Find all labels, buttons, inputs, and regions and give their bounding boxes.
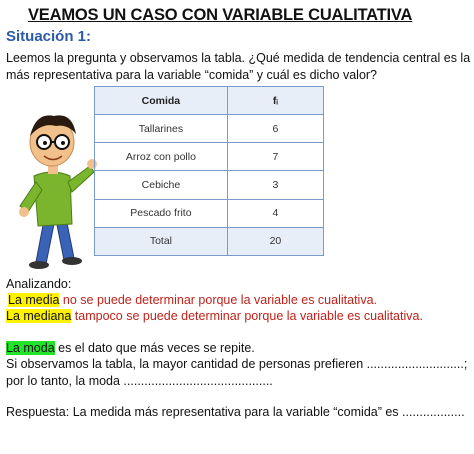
- total-label: Total: [95, 227, 228, 255]
- row-value: 6: [227, 115, 323, 143]
- table-row: [95, 199, 324, 227]
- moda-text: es el dato que más veces se repite.: [54, 341, 255, 355]
- observe-line: Si observamos la tabla, la mayor cantidad de personas prefieren ............................;: [6, 357, 468, 371]
- header-comida: Comida: [95, 87, 228, 115]
- row-label: Arroz con pollo: [95, 143, 228, 171]
- table-row: [95, 143, 324, 171]
- media-text: no se puede determinar porque la variable es cualitativa.: [59, 293, 377, 307]
- analysis-mediana-line: [6, 309, 423, 323]
- row-label: Pescado frito: [95, 199, 228, 227]
- row-label: Cebiche: [95, 171, 228, 199]
- row-value: 3: [227, 171, 323, 199]
- mediana-text: tampoco se puede determinar porque la variable es cualitativa.: [71, 309, 423, 323]
- row-value: 4: [227, 199, 323, 227]
- table-header-row: [95, 87, 324, 115]
- analysis-heading: Analizando:: [6, 277, 72, 291]
- frequency-table: [94, 86, 324, 256]
- analysis-media-line: [8, 293, 377, 307]
- total-value: 20: [227, 227, 323, 255]
- answer-line: Respuesta: La medida más representativa para la variable “comida” es ..................: [6, 405, 465, 419]
- row-label: Tallarines: [95, 115, 228, 143]
- intro-line-2: más representativa para la variable “comida” y cuál es dicho valor?: [6, 68, 378, 82]
- page-title: VEAMOS UN CASO CON VARIABLE CUALITATIVA: [28, 6, 413, 24]
- table-row: [95, 115, 324, 143]
- analysis-moda-line: [6, 341, 255, 355]
- cartoon-boy-illustration: [6, 102, 98, 270]
- moda-highlight: La moda: [6, 341, 55, 355]
- intro-line-1: Leemos la pregunta y observamos la tabla. ¿Qué medida de tendencia central es la: [6, 51, 471, 65]
- situation-subtitle: Situación 1:: [6, 28, 92, 45]
- conclusion-line: por lo tanto, la moda ...........................................: [6, 374, 273, 388]
- mediana-highlight: La mediana: [6, 309, 72, 323]
- table-total-row: [95, 227, 324, 255]
- table-row: [95, 171, 324, 199]
- header-frequency: fᵢ: [227, 87, 323, 115]
- media-highlight: La media: [8, 293, 60, 307]
- row-value: 7: [227, 143, 323, 171]
